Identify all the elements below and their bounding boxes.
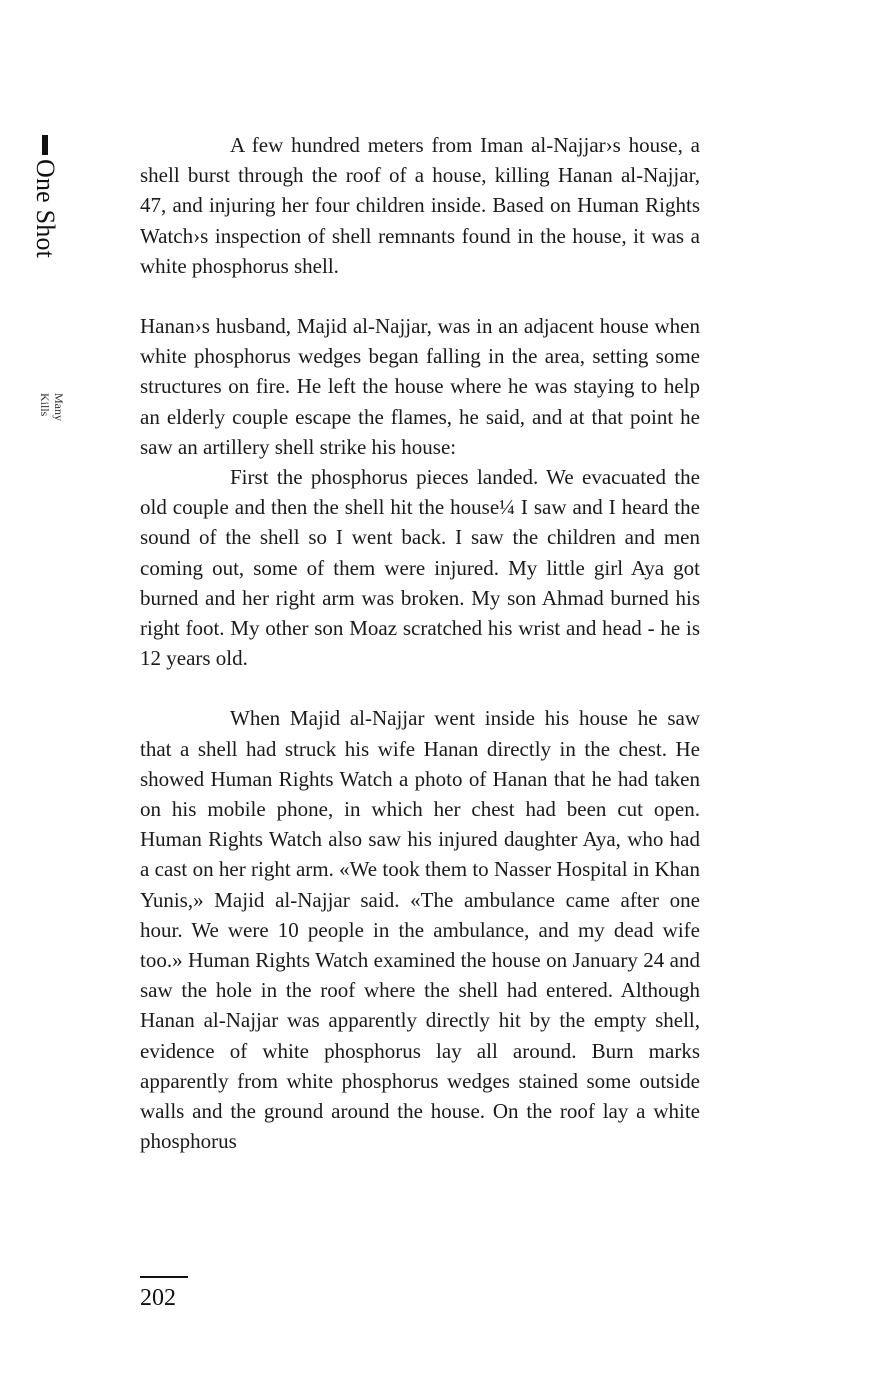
paragraph-gap	[140, 281, 700, 311]
book-title: One Shot	[31, 159, 60, 259]
paragraph-2: Hanan›s husband, Majid al-Najjar, was in an adjacent house when white phosphorus wedges began falling in the area, setting some structures on fire. He left the house where he was staying to help an elderly couple escape the flames, he said, and at that point he saw an artillery shell strike his house:	[140, 314, 700, 459]
paragraph-3: When Majid al-Najjar went inside his house he saw that a shell had struck his wife Hanan directly in the chest. He showed Human Rights Watch a photo of Hanan that he had taken on his mobile phone, in which her chest had been cut open. Human Rights Watch also saw his injured daughter Aya, who had a cast on her right arm. «We took them to Nasser Hospital in Khan Yunis,» Majid al-Najjar said. «The ambulance came after one hour. We were 10 people in the ambulance, and my dead wife too.» Human Rights Watch examined the house on January 24 and saw the hole in the roof where the shell had entered. Although Hanan al-Najjar was apparently directly hit by the empty shell, evidence of white phosphorus lay all around. Burn marks apparently from white phosphorus wedges stained some outside walls and the ground around the house. On the roof lay a white phosphorus	[140, 706, 700, 1154]
running-header	[28, 135, 88, 421]
block-quote: First the phosphorus pieces landed. We evacuated the old couple and then the shell hit the house¼ I saw and I heard the sound of the shell so I went back. I saw the children and men coming out, some of them were injured. My little girl Aya got burned and her right arm was broken. My son Ahmad burned his right foot. My other son Moaz scratched his wrist and head - he is 12 years old.	[140, 465, 700, 671]
header-bar	[42, 135, 48, 155]
body-text	[140, 130, 700, 1157]
paragraph-gap	[140, 673, 700, 703]
book-subtitle: Many Kills	[38, 393, 66, 421]
page-number-rule	[140, 1276, 188, 1278]
paragraph-1: A few hundred meters from Iman al-Najjar›s house, a shell burst through the roof of a house, killing Hanan al-Najjar, 47, and injuring her four children inside. Based on Human Rights Watch›s inspection of shell remnants found in the house, it was a white phosphorus shell.	[140, 133, 700, 278]
page-number: 202	[140, 1285, 176, 1311]
